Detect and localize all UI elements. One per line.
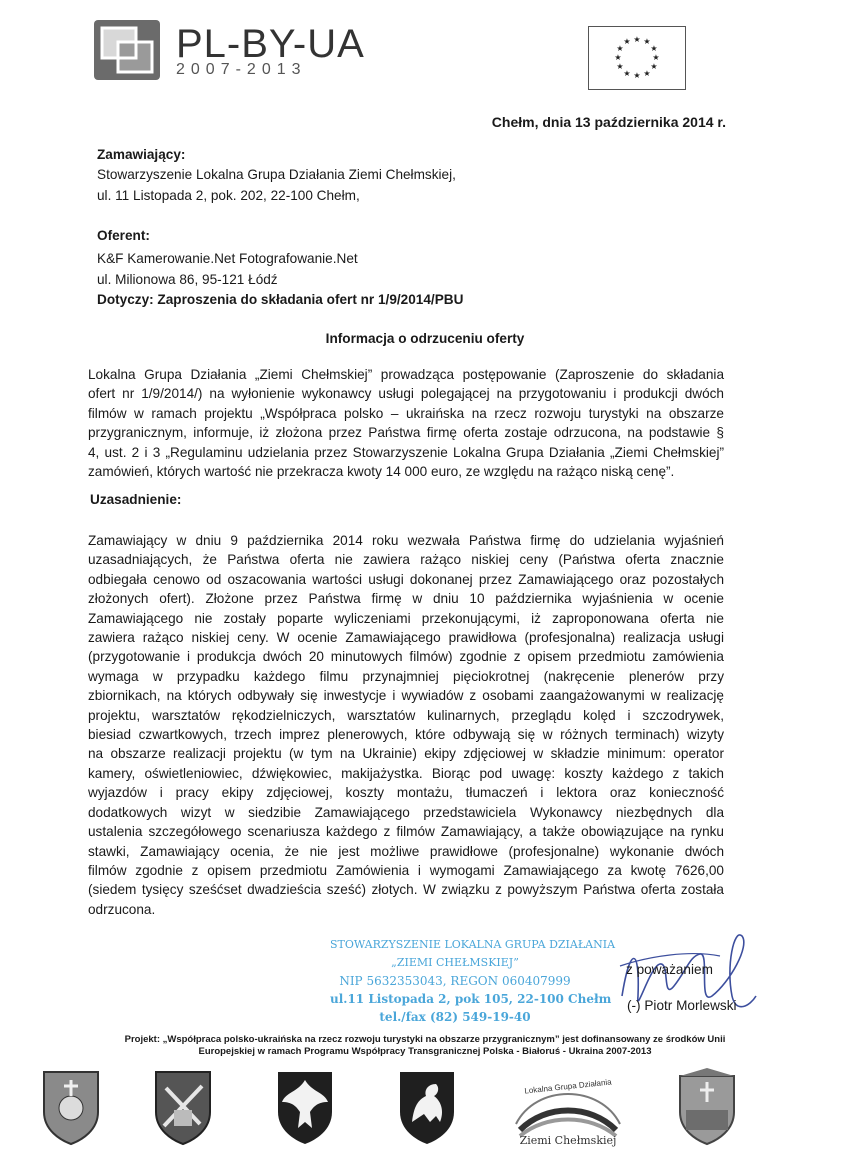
lgd-arc-text: Lokalna Grupa Działania bbox=[523, 1077, 613, 1096]
document-title: Informacja o odrzuceniu oferty bbox=[325, 331, 525, 346]
municipal-crest-icon bbox=[40, 1066, 102, 1146]
paragraph-line: wyjazdów i pracy ekipy zdjęciowej, koszty montażu, tłumaczeń i lektora oraz konieczność bbox=[88, 785, 724, 801]
lgd-ziemi-chelmskiej-logo bbox=[506, 1074, 630, 1154]
svg-text:★: ★ bbox=[643, 37, 651, 46]
eagle-crest-icon bbox=[274, 1066, 336, 1146]
paragraph-line: stawki, Zamawiający ocenia, że nie jest możliwe prawidłowe (profesjonalne) wykonanie dwóch bbox=[88, 843, 724, 859]
paragraph-line: filmów w ramach projektu „Współpraca polsko – ukraińska na rzecz rozwoju turystyki na obszarze bbox=[88, 405, 724, 421]
paragraph-line: (przygotowanie i produkcja dwóch 20 minutowych filmów) zgodnie z opisem przedmiotu zamówienia bbox=[88, 649, 724, 665]
paragraph-line: zbiornikach, na których odbywały się inwestycje i wywiadów z osobami zaangażowanymi w realizację bbox=[88, 688, 724, 704]
bidder-name: K&F Kamerowanie.Net Fotografowanie.Net bbox=[97, 251, 358, 266]
paragraph-line: Zamawiający w dniu 9 października 2014 roku wezwała Państwa firmę do udzielania wyjaśnień bbox=[88, 533, 724, 548]
paragraph-line: odbiegała cenowo od oszacowania wartości usługi dokonanej przez Zamawiającego oraz pozostałych bbox=[88, 571, 724, 587]
ordering-party-address: ul. 11 Listopada 2, pok. 202, 22-100 Chełm, bbox=[97, 188, 360, 203]
footer-line: Projekt: „Współpraca polsko-ukraińska na rzecz rozwoju turystyki na obszarze przygranicznym” jest dofinansowany ze środków Unii bbox=[124, 1034, 726, 1045]
paragraph-line: uzasadniających, że Państwa oferta nie zawiera rażąco niskiej ceny (Państwa oferta znacznie bbox=[88, 552, 724, 568]
ordering-party-label: Zamawiający: bbox=[97, 147, 186, 162]
municipal-crest-icon bbox=[676, 1066, 738, 1146]
stamp-line: tel./fax (82) 549-19-40 bbox=[379, 1010, 531, 1024]
project-funding-note bbox=[70, 1034, 780, 1057]
organization-stamp bbox=[330, 936, 616, 1026]
place-and-date: Chełm, dnia 13 października 2014 r. bbox=[491, 114, 726, 130]
paragraph-line: filmów zgodnie z opisem przedmiotu Zamówienia i wymogami Zamawiającego za kwotę 7626,00 bbox=[88, 862, 724, 878]
svg-text:★: ★ bbox=[614, 53, 622, 62]
intro-paragraph bbox=[88, 365, 724, 481]
stamp-line: ul.11 Listopada 2, pok 105, 22-100 Chełm bbox=[330, 992, 612, 1006]
paragraph-line: zawiera rażąco niskiej ceny. W ocenie Zamawiającego prawidłowa (profesjonalna) realizacja usługi bbox=[88, 630, 724, 646]
pl-by-ua-logo-icon bbox=[92, 18, 162, 82]
paragraph-line: 4, ust. 2 i 3 „Regulaminu udzielania przez Stowarzyszenie Lokalna Grupa Działania „Ziemi Chełmskiej” bbox=[88, 444, 724, 460]
paragraph-line: projektu, warsztatów rękodzielniczych, warsztatów kulinarnych, przeglądu kolęd i szczodrywek, bbox=[88, 707, 724, 723]
stamp-line: STOWARZYSZENIE LOKALNA GRUPA DZIAŁANIA bbox=[330, 938, 616, 951]
lgd-name: Ziemi Chełmskiej bbox=[519, 1134, 617, 1147]
program-years: 2007-2013 bbox=[176, 61, 307, 78]
paragraph-line: ustalenia szczegółowego scenariusza każdego z filmów Zamawiający, a także obowiązujące na rynku bbox=[88, 824, 724, 840]
paragraph-line: Zamawiającego nie zostały poparte wyliczeniami przekonującymi, iż zaproponowana oferta nie bbox=[88, 610, 724, 626]
svg-text:★: ★ bbox=[643, 69, 651, 78]
paragraph-line: złożonych ofert). Złożone przez Państwa firmę w dniu 10 października wyjaśnienia w ocenie bbox=[88, 591, 724, 607]
svg-text:★: ★ bbox=[623, 37, 631, 46]
paragraph-line: zamówień, których wartość nie przekracza kwoty 14 000 euro, ze względu na rażąco niską cenę”. bbox=[88, 464, 675, 480]
paragraph-line: odrzucona. bbox=[88, 901, 156, 917]
stamp-line: „ZIEMI CHEŁMSKIEJ” bbox=[391, 956, 519, 969]
svg-text:★: ★ bbox=[623, 69, 631, 78]
svg-text:★: ★ bbox=[652, 53, 660, 62]
justification-label: Uzasadnienie: bbox=[90, 492, 182, 507]
svg-text:★: ★ bbox=[633, 35, 641, 44]
svg-text:★: ★ bbox=[616, 62, 624, 71]
closing-regards: z poważaniem bbox=[626, 962, 713, 977]
paragraph-line: kamery, oświetleniowiec, dźwiękowiec, makijażystka. Biorąc pod uwagę: koszty każdego z takich bbox=[88, 765, 724, 781]
horse-crest-icon bbox=[396, 1066, 458, 1146]
paragraph-line: przygranicznym, informuje, iż złożona przez Państwa firmę oferta zostaje odrzucona, na podstawie § bbox=[88, 425, 724, 441]
subject-line: Dotyczy: Zaproszenia do składania ofert nr 1/9/2014/PBU bbox=[97, 292, 464, 307]
justification-paragraph bbox=[88, 531, 724, 919]
svg-text:★: ★ bbox=[650, 62, 658, 71]
paragraph-line: (siedem tysięcy sześćset dwadzieścia sześć) złotych. W związku z powyższym Państwa oferta została bbox=[88, 882, 724, 898]
paragraph-line: biesiad czwartkowych, trzech imprez plenerowych, które odbywają się w różnych terminach) wizyty bbox=[88, 727, 724, 743]
stamp-line: NIP 5632353043, REGON 060407999 bbox=[339, 974, 571, 988]
municipal-crest-icon bbox=[152, 1066, 214, 1146]
bidder-address: ul. Milionowa 86, 95-121 Łódź bbox=[97, 272, 278, 287]
svg-text:★: ★ bbox=[616, 44, 624, 53]
svg-text:★: ★ bbox=[633, 71, 641, 80]
ordering-party-name: Stowarzyszenie Lokalna Grupa Działania Ziemi Chełmskiej, bbox=[97, 167, 456, 182]
paragraph-line: wymaga w przypadku każdego filmu przynajmniej pięciokrotnej (nakręcenie plenerów przy bbox=[88, 668, 724, 684]
footer-line: Europejskiej w ramach Programu Współpracy Transgranicznej Polska - Białoruś - Ukraina 2007-2013 bbox=[198, 1045, 652, 1057]
svg-text:★: ★ bbox=[650, 44, 658, 53]
paragraph-line: dodatkowych wizyt w siedzibie Zamawiającego przedstawiciela Wykonawcy niezbędnych dla bbox=[88, 804, 724, 820]
eu-flag-icon bbox=[588, 26, 686, 90]
program-title: PL-BY-UA bbox=[176, 22, 365, 66]
paragraph-line: Lokalna Grupa Działania „Ziemi Chełmskiej” prowadząca postępowanie (Zaproszenie do składania bbox=[88, 367, 724, 382]
paragraph-line: na obszarze realizacji projektu (w tym na Ukrainie) ekipy zdjęciowej w składzie minimum: operator bbox=[88, 746, 724, 762]
paragraph-line: ofert nr 1/9/2014/) na wyłonienie wykonawcy usługi polegającej na przygotowaniu i produkcji dwóch bbox=[88, 386, 724, 402]
bidder-label: Oferent: bbox=[97, 228, 150, 243]
signatory-name: (-) Piotr Morlewski bbox=[627, 998, 737, 1013]
